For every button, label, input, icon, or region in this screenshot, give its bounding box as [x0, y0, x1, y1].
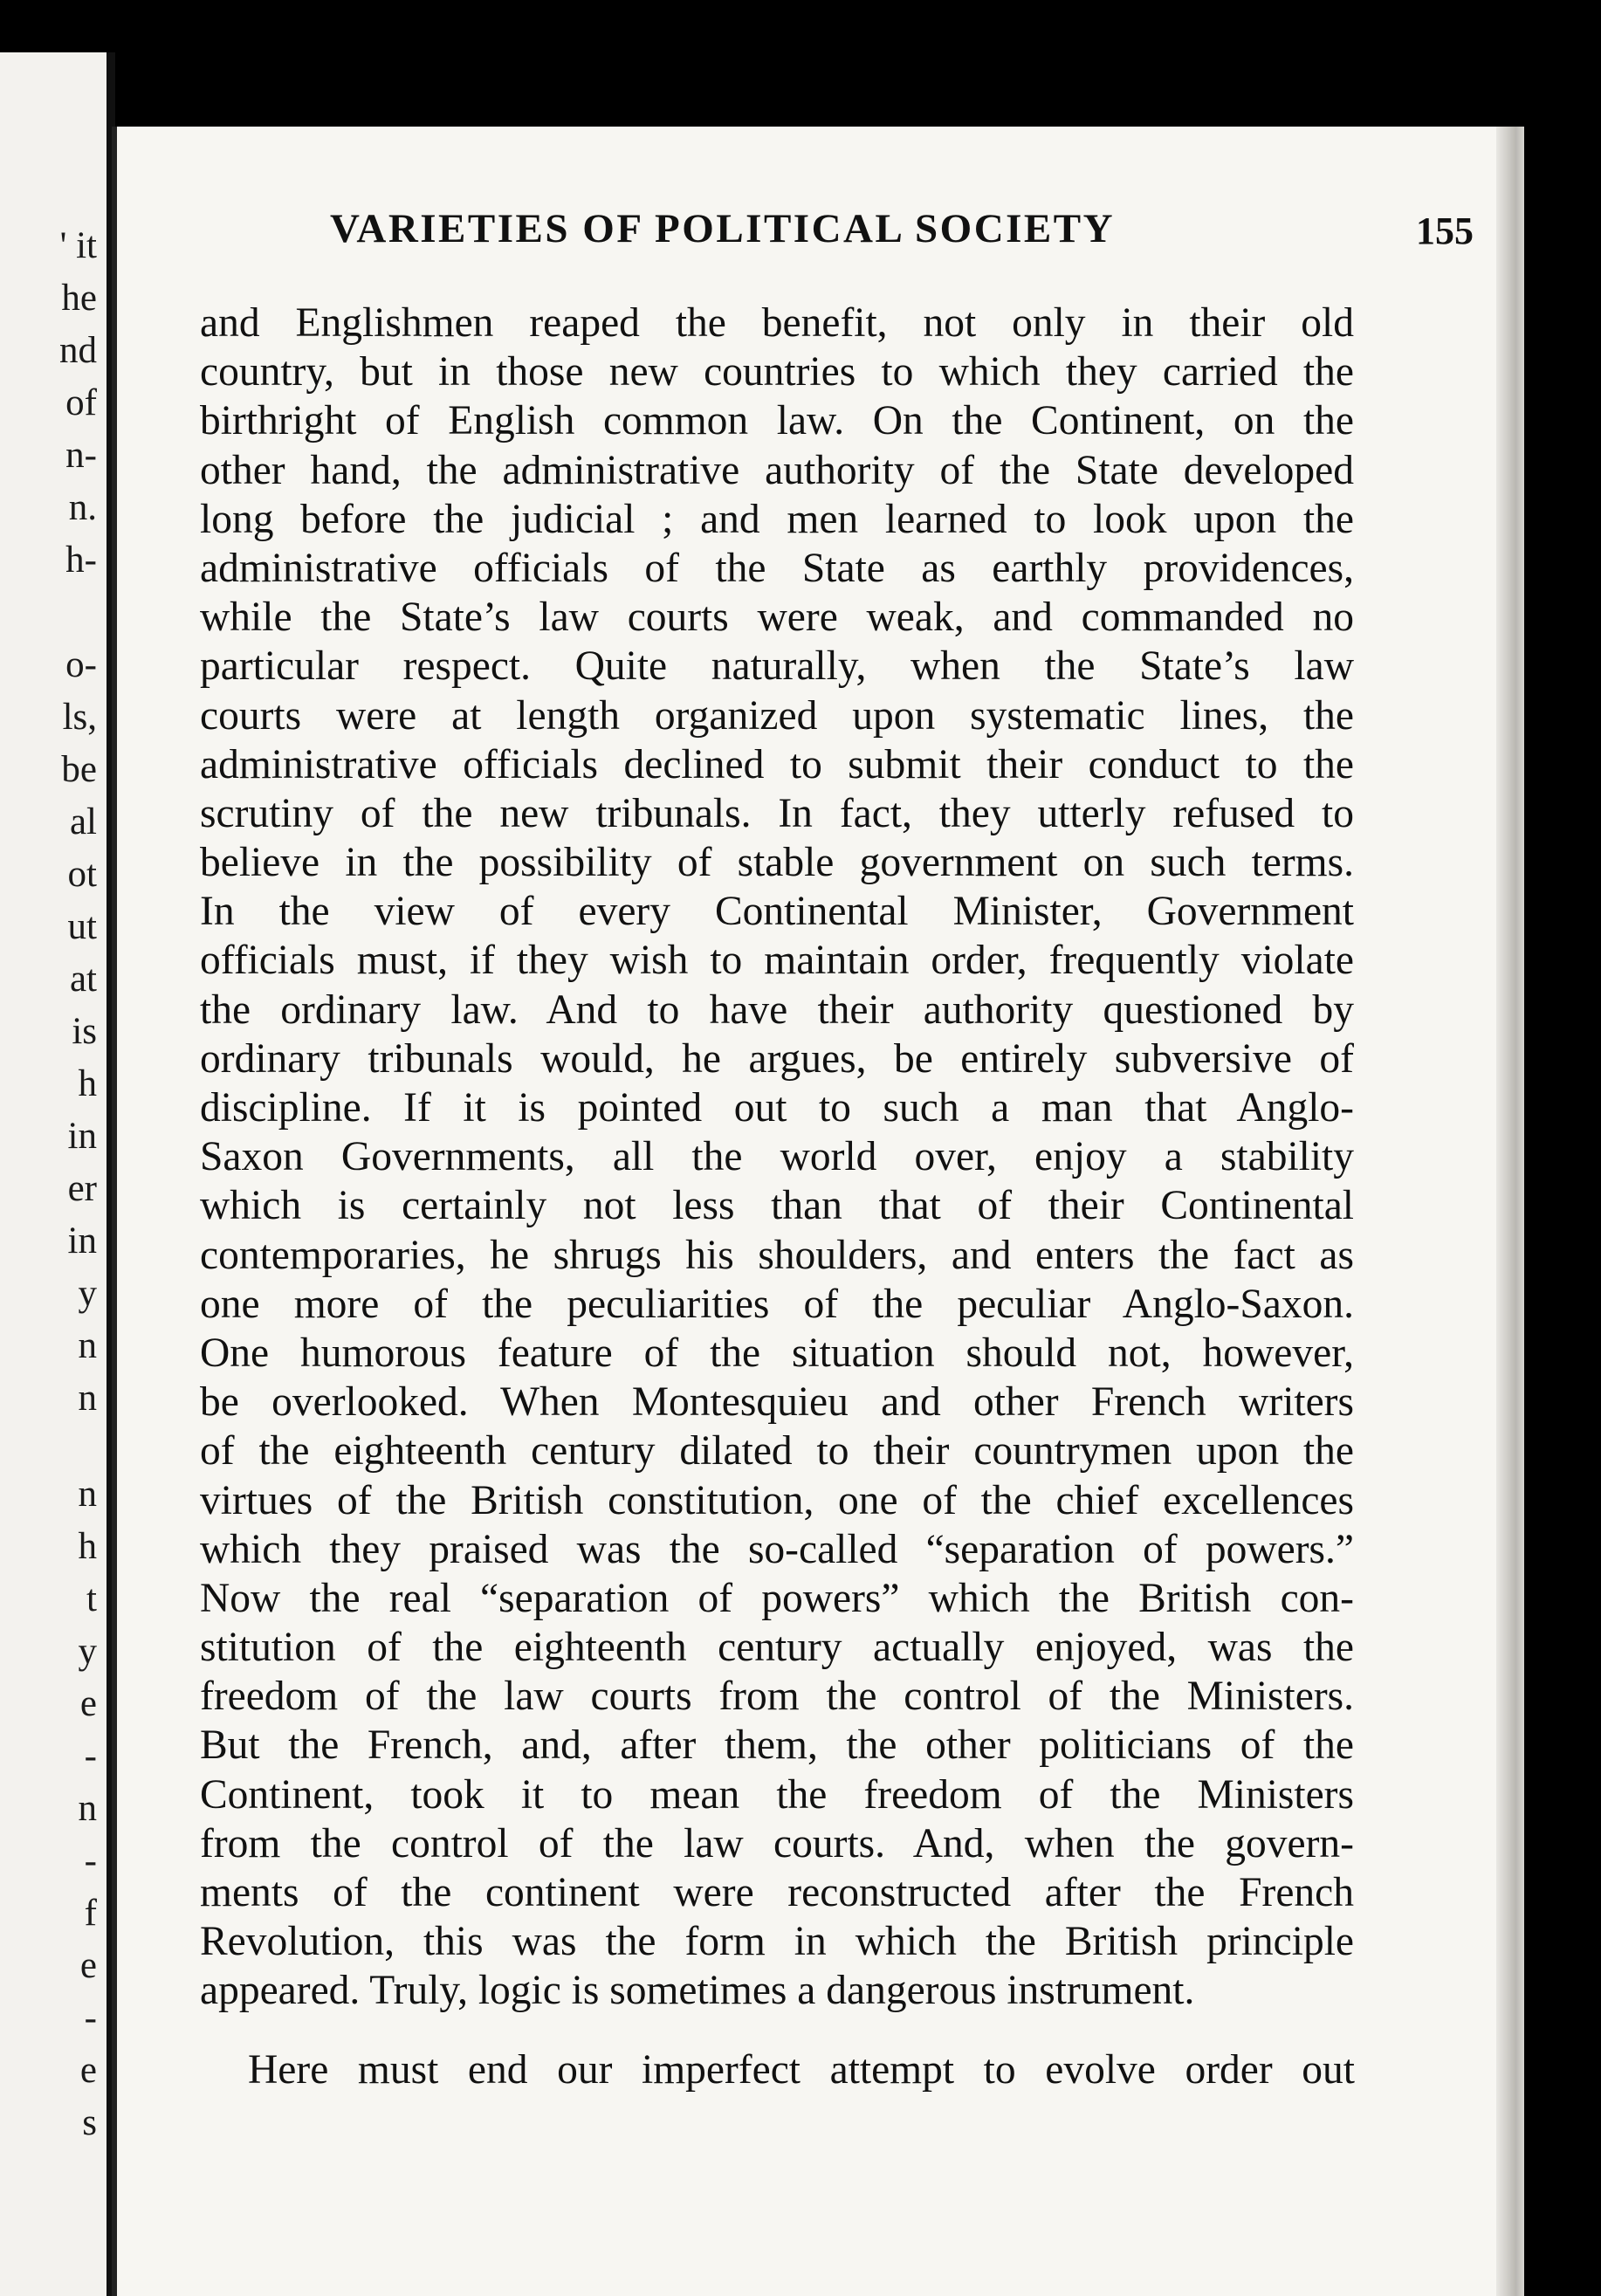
text-line: virtues of the British constitution, one of the chief excellences: [200, 1477, 1354, 1523]
facing-page-fragment: ls,: [62, 697, 97, 738]
text-line: which they praised was the so-called “separation of powers.”: [200, 1526, 1354, 1572]
text-line: which is certainly not less than that of their Continental: [200, 1183, 1354, 1229]
text-line: while the State’s law courts were weak, and commanded no: [200, 595, 1354, 641]
text-line: One humorous feature of the situation should not, however,: [200, 1330, 1354, 1376]
facing-page-fragment: ot: [67, 854, 97, 895]
facing-page-fragment: of: [65, 382, 97, 423]
facing-page-fragment: -: [84, 1997, 97, 2038]
text-line: long before the judicial ; and men learned to look upon the: [200, 496, 1354, 542]
text-line: ordinary tribunals would, he argues, be entirely subversive of: [200, 1035, 1354, 1082]
text-line: But the French, and, after them, the other politicians of the: [200, 1722, 1354, 1769]
facing-page-fragment: -: [84, 1736, 97, 1777]
facing-page-fragment: h: [78, 1063, 97, 1104]
facing-page-fragment: s: [82, 2102, 97, 2143]
text-line: Revolution, this was the form in which the British principle: [200, 1919, 1354, 1965]
paragraph-1: [200, 299, 1354, 2016]
text-line: officials must, if they wish to maintain order, frequently violate: [200, 938, 1354, 984]
text-line: Continent, took it to mean the freedom of the Ministers: [200, 1771, 1354, 1818]
facing-page-fragment: y: [78, 1273, 97, 1314]
text-line: contemporaries, he shrugs his shoulders, and enters the fact as: [200, 1232, 1354, 1278]
text-line: particular respect. Quite naturally, when the State’s law: [200, 643, 1354, 690]
facing-page-fragment: he: [61, 278, 97, 319]
text-line: Now the real “separation of powers” which the British con-: [200, 1575, 1354, 1621]
facing-page-fragment: n: [78, 1788, 97, 1829]
facing-page-margin: [0, 52, 109, 2296]
facing-page-fragment: h: [78, 1526, 97, 1567]
facing-page-fragment: e: [79, 1945, 97, 1986]
facing-page-fragment: ut: [67, 906, 97, 947]
text-line: believe in the possibility of stable government on such terms.: [200, 840, 1354, 886]
text-line: courts were at length organized upon systematic lines, the: [200, 692, 1354, 739]
facing-page-fragment: be: [61, 749, 97, 790]
text-line: other hand, the administrative authority of the State developed: [200, 447, 1354, 493]
running-head: [330, 205, 1474, 258]
text-line: the ordinary law. And to have their authority questioned by: [200, 986, 1354, 1033]
facing-page-fragment: n-: [65, 435, 97, 476]
facing-page-fragment: n: [78, 1325, 97, 1366]
facing-page-fragment: n.: [68, 487, 97, 528]
paragraph-2-first-line: Here must end our imperfect attempt to evolve order out: [248, 2047, 1355, 2093]
text-line: administrative officials of the State as earthly providences,: [200, 545, 1354, 591]
text-line: ments of the continent were reconstructed after the French: [200, 1870, 1354, 1915]
page-number: 155: [1416, 210, 1474, 252]
facing-page-fragment: t: [86, 1578, 97, 1619]
facing-page-fragment: -: [84, 1840, 97, 1881]
text-line: administrative officials declined to submit their conduct to the: [200, 741, 1354, 787]
running-head-title: VARIETIES OF POLITICAL SOCIETY: [330, 206, 1116, 251]
facing-page-fragment: in: [67, 1116, 97, 1157]
text-line: Saxon Governments, all the world over, enjoy a stability: [200, 1134, 1354, 1180]
text-line: be overlooked. When Montesquieu and other French writers: [200, 1379, 1354, 1426]
text-line: of the eighteenth century dilated to their countrymen upon the: [200, 1428, 1354, 1475]
text-line: birthright of English common law. On the Continent, on the: [200, 398, 1354, 444]
facing-page-fragment: f: [84, 1893, 97, 1934]
facing-page-fragment: n: [78, 1474, 97, 1515]
facing-page-fragment: in: [67, 1220, 97, 1261]
facing-page-fragment: n: [78, 1378, 97, 1419]
facing-page-fragment: nd: [59, 330, 97, 371]
facing-page-fragment: y: [78, 1631, 97, 1672]
facing-page-fragment: at: [69, 959, 97, 1000]
facing-page-fragment: e: [79, 1683, 97, 1724]
facing-page-fragment: e: [79, 2050, 97, 2091]
text-line: from the control of the law courts. And, when the govern-: [200, 1820, 1354, 1866]
facing-page-fragment: al: [69, 801, 97, 842]
page-spine-edge: [112, 127, 117, 2296]
text-line: freedom of the law courts from the control of the Ministers.: [200, 1674, 1354, 1720]
text-line: appeared. Truly, logic is sometimes a dangerous instrument.: [200, 1968, 1195, 2014]
text-line: one more of the peculiarities of the peculiar Anglo-Saxon.: [200, 1281, 1354, 1327]
text-line: discipline. If it is pointed out to such a man that Anglo-: [200, 1085, 1354, 1131]
text-line: stitution of the eighteenth century actually enjoyed, was the: [200, 1625, 1354, 1671]
text-line: scrutiny of the new tribunals. In fact, they utterly refused to: [200, 790, 1354, 836]
facing-page-fragment: o-: [65, 644, 97, 685]
text-line: and Englishmen reaped the benefit, not only in their old: [200, 300, 1354, 346]
facing-page-fragment: ' it: [59, 225, 97, 266]
page-fore-edge: [1496, 127, 1524, 2296]
facing-page-fragment: er: [67, 1168, 97, 1209]
book-page: [112, 127, 1524, 2296]
text-line: In the view of every Continental Minister, Government: [200, 889, 1354, 935]
text-line: country, but in those new countries to which they carried the: [200, 349, 1354, 395]
facing-page-fragment: is: [72, 1011, 97, 1052]
facing-page-fragment: h-: [65, 540, 97, 581]
